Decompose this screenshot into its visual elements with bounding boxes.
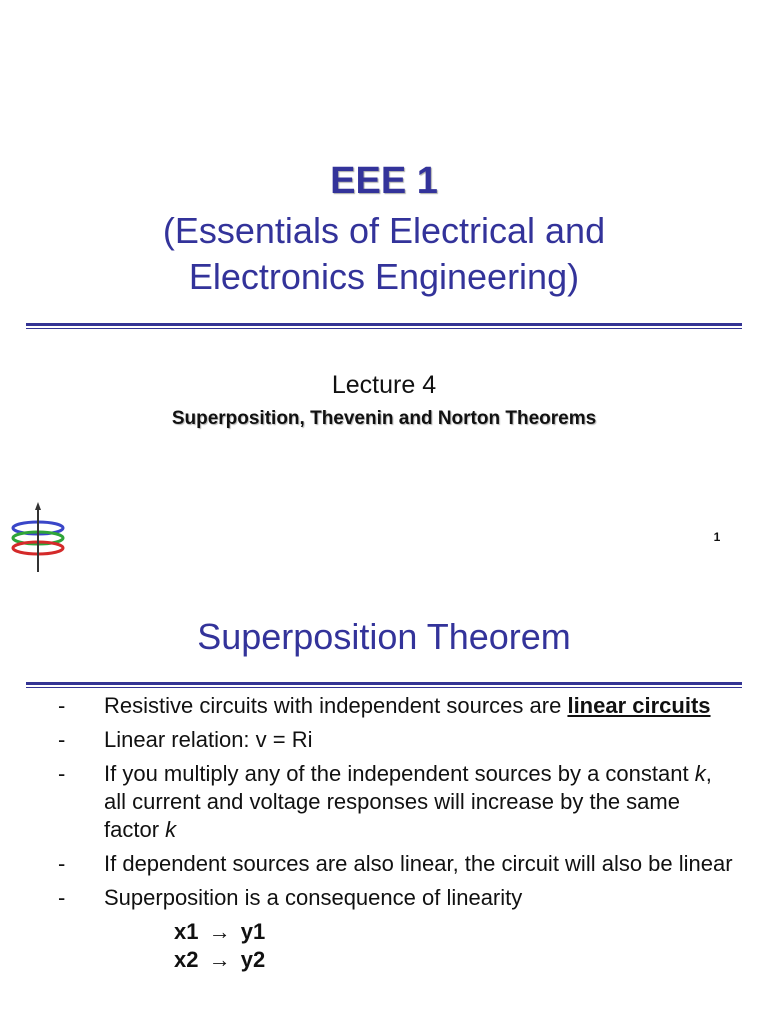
mapping-input: x2: [174, 947, 199, 972]
bullet-text: , all current and voltage responses will increase by the same factor: [104, 761, 712, 842]
course-code: EEE 1: [330, 160, 438, 202]
slide-title: Superposition Theorem: [197, 616, 571, 657]
bullet-emphasis: linear circuits: [567, 693, 711, 718]
slide-title-divider: [26, 682, 742, 688]
right-arrow-icon: →: [208, 947, 231, 972]
bullet-item: [0, 760, 768, 844]
mapping-input: x1: [174, 919, 199, 944]
mapping-row: [0, 946, 768, 974]
right-arrow-icon: →: [208, 919, 231, 944]
course-name: [0, 208, 768, 300]
course-name-line-1: (Essentials of Electrical and: [162, 210, 606, 251]
bullet-marker: -: [58, 885, 66, 910]
bullet-list: [0, 692, 768, 974]
bullet-text: Superposition is a consequence of linearity: [104, 885, 523, 910]
bullet-marker: -: [58, 727, 66, 752]
bullet-item: [0, 850, 768, 878]
lecture-title: Superposition, Thevenin and Norton Theorems: [171, 408, 597, 429]
course-name-line-2: Electronics Engineering): [188, 256, 580, 297]
mapping-output: y2: [240, 947, 266, 972]
bullet-marker: -: [58, 851, 66, 876]
bullet-item: [0, 884, 768, 912]
mapping-output: y1: [240, 919, 266, 944]
page-number: 1: [713, 530, 721, 544]
bullet-marker: -: [58, 693, 66, 718]
bullet-variable: k: [694, 761, 706, 786]
bullet-item: [0, 726, 768, 754]
rotating-field-logo-icon: [8, 500, 72, 576]
bullet-variable: k: [165, 817, 177, 842]
bullet-text: Linear relation: v = Ri: [104, 727, 313, 752]
lecture-number: Lecture 4: [331, 371, 437, 399]
bullet-text: If you multiply any of the independent sources by a constant: [104, 761, 695, 786]
title-divider: [26, 323, 742, 329]
mapping-row: [0, 918, 768, 946]
bullet-text: Resistive circuits with independent sources are: [104, 693, 568, 718]
bullet-marker: -: [58, 761, 66, 786]
bullet-text: If dependent sources are also linear, the circuit will also be linear: [104, 851, 733, 876]
bullet-item: [0, 692, 768, 720]
content-slide: [0, 588, 768, 1024]
